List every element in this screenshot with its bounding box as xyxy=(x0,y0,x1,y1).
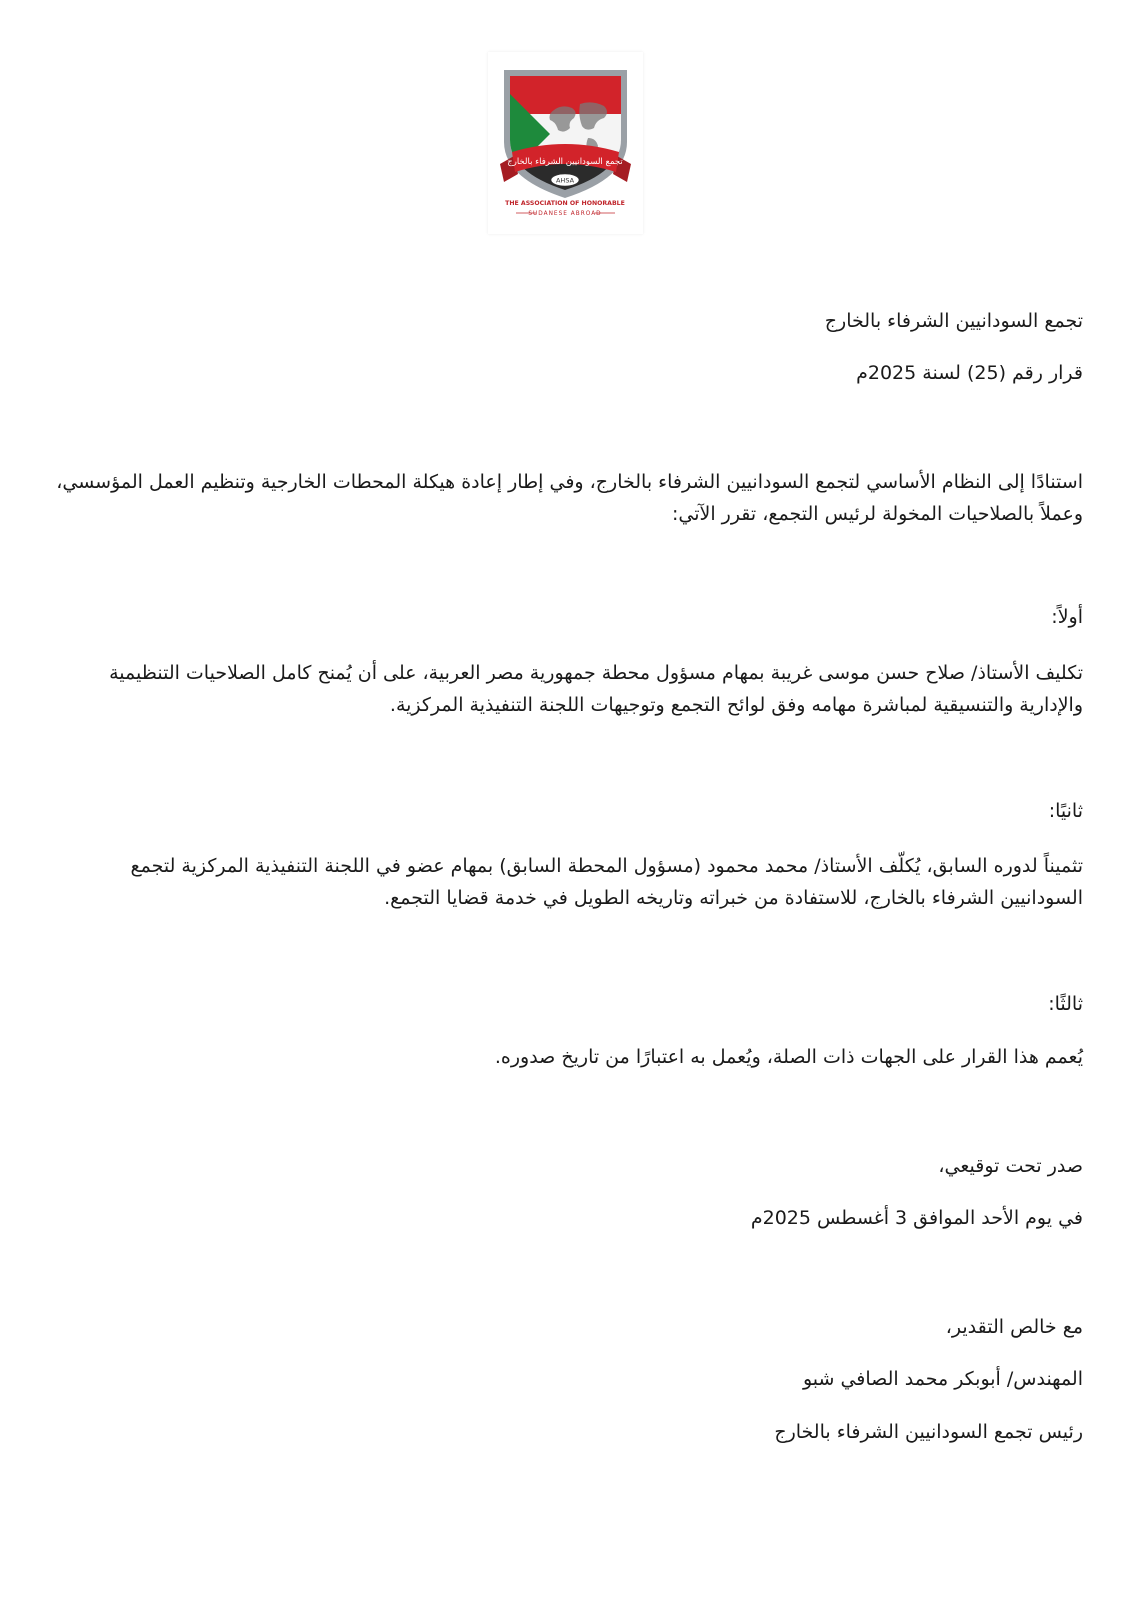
section-heading-first: أولاً: xyxy=(1051,606,1083,628)
section-heading-second: ثانيًا: xyxy=(1048,800,1083,822)
section-body-third: يُعمم هذا القرار على الجهات ذات الصلة، ويُعمل به اعتبارًا من تاريخ صدوره. xyxy=(494,1046,1083,1068)
section-body-second: تثميناً لدوره السابق، يُكلّف الأستاذ/ محمد محمود (مسؤول المحطة السابق) بمهام عضو في اللجنة التنفيذية المركزية لتجمع السودانيين الشرفاء بالخارج، للاستفادة من خبراته وتاريخه الطويل في خدمة قضايا التجمع. xyxy=(130,855,1083,909)
logo-arabic-text: تجمع السودانيين الشرفاء بالخارج xyxy=(507,157,623,167)
preamble-paragraph: استنادًا إلى النظام الأساسي لتجمع السودانيين الشرفاء بالخارج، وفي إطار إعادة هيكلة المحطات الخارجية وتنظيم العمل المؤسسي، وعملاً بالصلاحيات المخولة لرئيس التجمع، تقرر الآتي: xyxy=(56,471,1083,525)
logo-acronym: AHSA xyxy=(555,176,575,185)
section-heading-third: ثالثًا: xyxy=(1048,993,1083,1015)
signatory-name: المهندس/ أبوبكر محمد الصافي شبو xyxy=(802,1368,1083,1390)
closing-regards: مع خالص التقدير، xyxy=(945,1316,1083,1338)
organization-name: تجمع السودانيين الشرفاء بالخارج xyxy=(824,310,1083,332)
decision-number: قرار رقم (25) لسنة 2025م xyxy=(856,362,1083,384)
logo-english-line1: THE ASSOCIATION OF HONORABLE xyxy=(505,200,625,207)
decision-document xyxy=(50,0,1083,1600)
logo-english-line2: SUDANESE ABROAD xyxy=(528,211,602,217)
issuance-date: في يوم الأحد الموافق 3 أغسطس 2025م xyxy=(750,1207,1083,1229)
section-body-first: تكليف الأستاذ/ صلاح حسن موسى غريبة بمهام مسؤول محطة جمهورية مصر العربية، على أن يُمنح كامل الصلاحيات التنظيمية والإدارية والتنسيقية لمباشرة مهامه وفق لوائح التجمع وتوجيهات اللجنة التنفيذية المركزية. xyxy=(109,662,1083,716)
signatory-title: رئيس تجمع السودانيين الشرفاء بالخارج xyxy=(774,1421,1083,1443)
issuance-statement: صدر تحت توقيعي، xyxy=(938,1155,1083,1177)
